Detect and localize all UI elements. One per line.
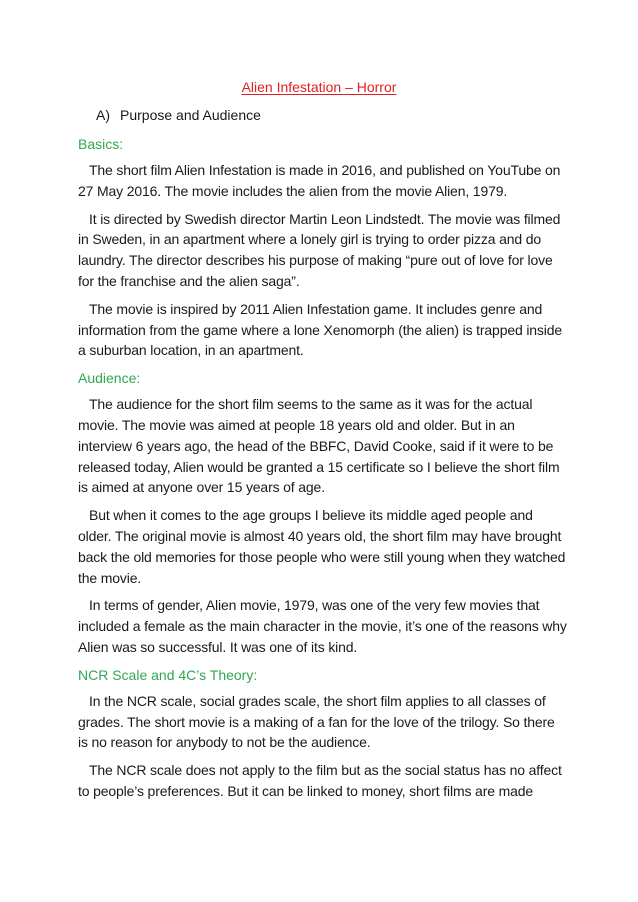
paragraph: The NCR scale does not apply to the film but as the social status has no affect to people’s preferences. But it can be linked to money, short films are made <box>78 762 562 799</box>
section-heading-purpose-audience <box>96 105 261 125</box>
heading-basics: Basics: <box>78 136 124 152</box>
section-title: Purpose and Audience <box>120 107 261 123</box>
paragraph: But when it comes to the age groups I believe its middle aged people and older. The original movie is almost 40 years old, the short film may have brought back the old memories for those people who were still young when they watched the movie. <box>78 507 566 586</box>
paragraph: The audience for the short film seems to the same as it was for the actual movie. The movie was aimed at people 18 years old and older. But in an interview 6 years ago, the head of the BBFC, David Cooke, said if it were to be released today, Alien would be granted a 15 certificate so I believe the short film is aimed at anyone over 15 years of age. <box>78 396 560 496</box>
heading-ncr-scale: NCR Scale and 4C’s Theory: <box>78 666 258 683</box>
paragraph: The movie is inspired by 2011 Alien Infestation game. It includes genre and information from the game where a lone Xenomorph (the alien) is trapped inside a suburban location, in an apartment. <box>78 300 563 359</box>
paragraph: The short film Alien Infestation is made in 2016, and published on YouTube on 27 May 2016. The movie includes the alien from the movie Alien, 1979. <box>78 162 561 199</box>
document-body <box>78 134 568 809</box>
paragraph: It is directed by Swedish director Martin Leon Lindstedt. The movie was filmed in Sweden, in an apartment where a lonely girl is trying to order pizza and do laundry. The director describes his purpose of making “pure out of love for love for the franchise and the alien saga”. <box>78 210 561 289</box>
document-title: Alien Infestation – Horror <box>241 79 397 95</box>
paragraph: In terms of gender, Alien movie, 1979, was one of the very few movies that included a female as the main character in the movie, it’s one of the reasons why Alien was so successful. It was one of its kind. <box>78 597 567 655</box>
paragraph: In the NCR scale, social grades scale, the short film applies to all classes of grades. The short movie is a making of a fan for the love of the trilogy. So there is no reason for anybody to not be the audience. <box>78 692 555 751</box>
section-label: A) <box>96 107 110 123</box>
heading-audience: Audience: <box>78 370 141 387</box>
